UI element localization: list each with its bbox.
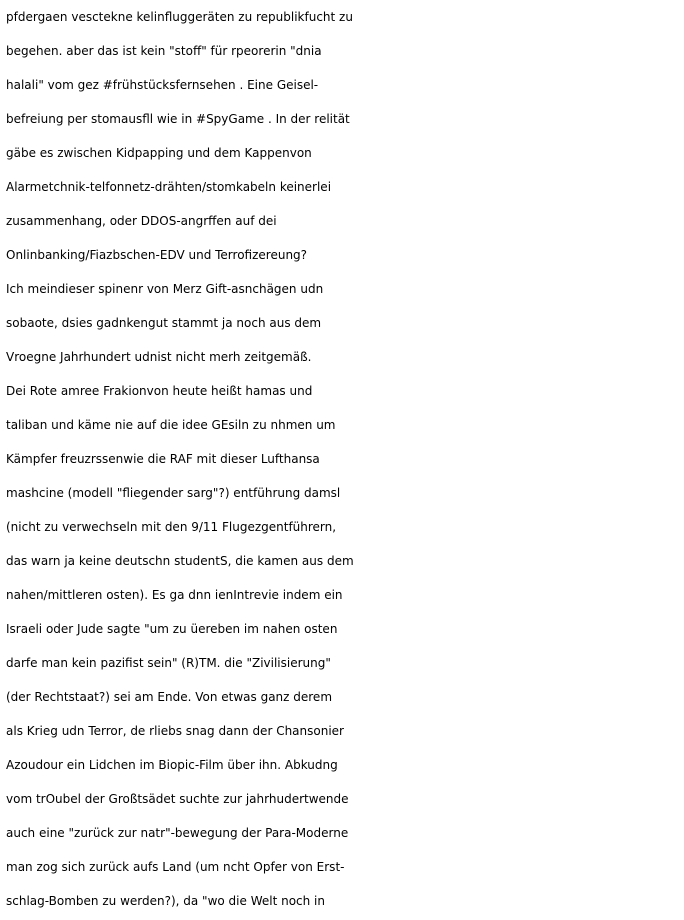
text-line-21: (der Rechtstaat?) sei am Ende. Von etwas ganz derem <box>6 690 333 704</box>
text-line-27: schlag-Bomben zu werden?), da "wo die Welt noch in <box>6 894 325 908</box>
document-text <box>6 0 684 918</box>
text-line-5: gäbe es zwischen Kidpapping und dem Kappenvon <box>6 146 312 160</box>
text-line-14: Kämpfer freuzrssenwie die RAF mit dieser Lufthansa <box>6 452 320 466</box>
text-line-1: pfdergaen vesctekne kelinfluggeräten zu republikfucht zu <box>6 10 353 24</box>
text-line-6: Alarmetchnik-telfonnetz-drähten/stomkabeln keinerlei <box>6 180 332 194</box>
text-line-20: darfe man kein pazifist sein" (R)TM. die "Zivilisierung" <box>6 656 331 670</box>
text-line-10: sobaote, dsies gadnkengut stammt ja noch aus dem <box>6 316 322 330</box>
text-line-2: begehen. aber das ist kein "stoff" für rpeorerin "dnia <box>6 44 322 58</box>
text-line-22: als Krieg udn Terror, de rliebs snag dann der Chansonier <box>6 724 344 738</box>
text-line-18: nahen/mittleren osten). Es ga dnn ienIntrevie indem ein <box>6 588 343 602</box>
text-line-13: taliban und käme nie auf die idee GEsiln zu nhmen um <box>6 418 336 432</box>
text-line-24: vom trOubel der Großtsädet suchte zur jahrhudertwende <box>6 792 349 806</box>
text-line-4: befreiung per stomausfll wie in #SpyGame . In der relität <box>6 112 350 126</box>
text-line-8: Onlinbanking/Fiazbschen-EDV und Terrofizereung? <box>6 248 308 262</box>
text-line-26: man zog sich zurück aufs Land (um ncht Opfer von Erst- <box>6 860 345 874</box>
text-line-16: (nicht zu verwechseln mit den 9/11 Flugezgentführern, <box>6 520 337 534</box>
text-line-11: Vroegne Jahrhundert udnist nicht merh zeitgemäß. <box>6 350 312 364</box>
text-line-7: zusammenhang, oder DDOS-angrffen auf dei <box>6 214 277 228</box>
text-line-23: Azoudour ein Lidchen im Biopic-Film über ihn. Abkudng <box>6 758 338 772</box>
text-line-17: das warn ja keine deutschn studentS, die kamen aus dem <box>6 554 354 568</box>
text-line-3: halali" vom gez #frühstücksfernsehen . Eine Geisel- <box>6 78 319 92</box>
text-line-9: Ich meindieser spinenr von Merz Gift-asnchägen udn <box>6 282 324 296</box>
text-line-19: Israeli oder Jude sagte "um zu üereben im nahen osten <box>6 622 338 636</box>
text-line-25: auch eine "zurück zur natr"-bewegung der Para-Moderne <box>6 826 349 840</box>
text-line-15: mashcine (modell "fliegender sarg"?) entführung damsl <box>6 486 341 500</box>
text-line-12: Dei Rote amree Frakionvon heute heißt hamas und <box>6 384 313 398</box>
